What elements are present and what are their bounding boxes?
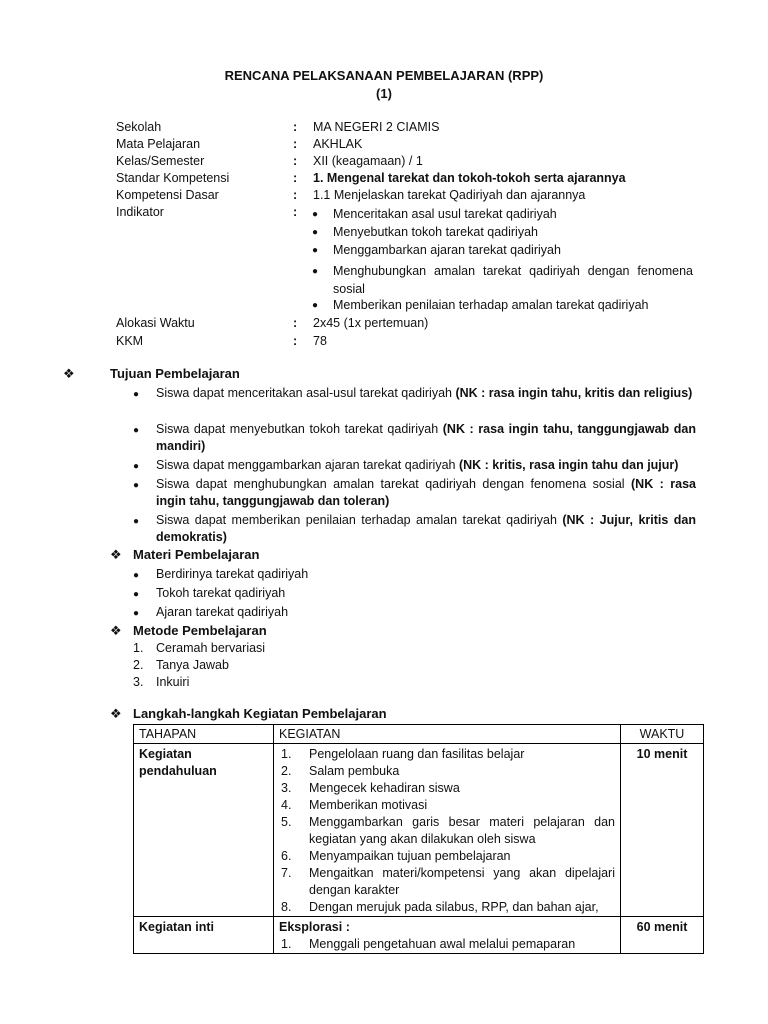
bullet-icon: ● xyxy=(312,209,319,220)
tujuan-item: Siswa dapat menggambarkan ajaran tarekat qadiriyah (NK : kritis, rasa ingin tahu dan jujur) xyxy=(156,458,679,472)
colon: : xyxy=(293,154,298,168)
time-cell xyxy=(621,917,704,954)
indikator-item: Menggambarkan ajaran tarekat qadiriyah xyxy=(333,243,561,257)
label-kkm: KKM xyxy=(116,334,144,348)
langkah-title: Langkah-langkah Kegiatan Pembelajaran xyxy=(133,706,387,721)
metode-title: Metode Pembelajaran xyxy=(133,623,267,638)
value-kompetensi-dasar: 1.1 Menjelaskan tarekat Qadiriyah dan ajarannya xyxy=(313,188,586,202)
label-standar-kompetensi: Standar Kompetensi xyxy=(116,171,230,185)
value-mata-pelajaran: AKHLAK xyxy=(313,137,363,151)
colon: : xyxy=(293,137,298,151)
indikator-item: Memberikan penilaian terhadap amalan tarekat qadiriyah xyxy=(333,298,649,312)
title-line-2: (1) xyxy=(376,86,392,101)
materi-item: Ajaran tarekat qadiriyah xyxy=(156,605,289,619)
colon: : xyxy=(293,120,298,134)
diamond-bullet-icon: ❖ xyxy=(110,623,122,638)
stage-cell xyxy=(134,744,274,917)
metode-item: Tanya Jawab xyxy=(156,658,229,672)
table-header-row xyxy=(134,725,704,744)
bullet-icon: ● xyxy=(133,608,140,619)
bullet-icon: ● xyxy=(133,516,140,527)
indikator-item: Menghubungkan amalan tarekat qadiriyah dengan fenomena sosial xyxy=(333,264,693,296)
diamond-bullet-icon: ❖ xyxy=(110,706,122,721)
label-mata-pelajaran: Mata Pelajaran xyxy=(116,137,201,151)
materi-item: Berdirinya tarekat qadiriyah xyxy=(156,567,309,581)
stage-pendahuluan: Kegiatan pendahuluan xyxy=(139,747,217,778)
activity-item: 5. Menggambarkan garis besar materi pelajaran dan kegiatan yang akan dilakukan oleh siswa xyxy=(281,815,615,846)
metode-number: 3. xyxy=(133,675,144,689)
stage-inti: Kegiatan inti xyxy=(139,920,215,934)
materi-title: Materi Pembelajaran xyxy=(133,547,260,562)
tujuan-item: Siswa dapat memberikan penilaian terhadap amalan tarekat qadiriyah (NK : Jujur, kritis dan demokratis) xyxy=(156,513,696,544)
indikator-item: Menceritakan asal usul tarekat qadiriyah xyxy=(333,207,557,221)
diamond-bullet-icon: ❖ xyxy=(63,366,75,381)
stage-cell xyxy=(134,917,274,954)
value-sekolah: MA NEGERI 2 CIAMIS xyxy=(313,120,440,134)
metode-number: 2. xyxy=(133,658,144,672)
diamond-bullet-icon: ❖ xyxy=(110,547,122,562)
bullet-icon: ● xyxy=(312,300,319,311)
time-pendahuluan: 10 menit xyxy=(636,747,688,761)
eksplorasi-heading: Eksplorasi : xyxy=(279,920,350,934)
tujuan-title: Tujuan Pembelajaran xyxy=(110,366,240,381)
colon: : xyxy=(293,171,298,185)
time-cell xyxy=(621,744,704,917)
activities-cell xyxy=(274,917,621,954)
indikator-item: Menyebutkan tokoh tarekat qadiriyah xyxy=(333,225,538,239)
metode-number: 1. xyxy=(133,641,144,655)
tujuan-item: Siswa dapat menghubungkan amalan tarekat qadiriyah dengan fenomena sosial (NK : rasa ingin tahu, tanggungjawab dan toleran) xyxy=(156,477,697,508)
value-alokasi-waktu: 2x45 (1x pertemuan) xyxy=(313,316,429,330)
tujuan-item: Siswa dapat menceritakan asal-usul tarekat qadiriyah (NK : rasa ingin tahu, kritis dan religius) xyxy=(156,386,693,400)
title-line-1: RENCANA PELAKSANAAN PEMBELAJARAN (RPP) xyxy=(224,68,544,83)
value-kkm: 78 xyxy=(313,334,327,348)
kegiatan-table xyxy=(133,724,704,954)
metode-item: Ceramah bervariasi xyxy=(156,641,266,655)
table-row xyxy=(134,917,704,954)
label-kelas-semester: Kelas/Semester xyxy=(116,154,205,168)
header-kegiatan: KEGIATAN xyxy=(274,725,621,744)
activity-item: 7. Mengaitkan materi/kompetensi yang akan dipelajari dengan karakter xyxy=(281,866,615,897)
activity-item: 8. Dengan merujuk pada silabus, RPP, dan bahan ajar, xyxy=(281,900,599,914)
tujuan-item: Siswa dapat menyebutkan tokoh tarekat qadiriyah (NK : rasa ingin tahu, tanggungjawab dan mandiri) xyxy=(156,422,696,453)
metode-item: Inkuiri xyxy=(156,675,190,689)
activity-item: 1. Pengelolaan ruang dan fasilitas belajar xyxy=(281,747,525,761)
value-kelas-semester: XII (keagamaan) / 1 xyxy=(313,154,423,168)
label-kompetensi-dasar: Kompetensi Dasar xyxy=(116,188,219,202)
colon: : xyxy=(293,316,298,330)
bullet-icon: ● xyxy=(133,389,140,400)
materi-item: Tokoh tarekat qadiriyah xyxy=(156,586,286,600)
header-waktu: WAKTU xyxy=(621,725,704,744)
activity-item: 1. Menggali pengetahuan awal melalui pemaparan xyxy=(281,937,576,951)
label-alokasi-waktu: Alokasi Waktu xyxy=(116,316,195,330)
activity-item: 6. Menyampaikan tujuan pembelajaran xyxy=(281,849,511,863)
colon: : xyxy=(293,205,298,219)
value-standar-kompetensi: 1. Mengenal tarekat dan tokoh-tokoh serta ajarannya xyxy=(313,171,626,185)
colon: : xyxy=(293,334,298,348)
header-tahapan: TAHAPAN xyxy=(134,725,274,744)
bullet-icon: ● xyxy=(312,245,319,256)
bullet-icon: ● xyxy=(133,461,140,472)
activity-item: 2. Salam pembuka xyxy=(281,764,400,778)
bullet-icon: ● xyxy=(312,227,319,238)
bullet-icon: ● xyxy=(133,570,140,581)
colon: : xyxy=(293,188,298,202)
activity-item: 3. Mengecek kehadiran siswa xyxy=(281,781,460,795)
bullet-icon: ● xyxy=(133,480,140,491)
table-row xyxy=(134,744,704,917)
label-sekolah: Sekolah xyxy=(116,120,162,134)
activities-cell xyxy=(274,744,621,917)
bullet-icon: ● xyxy=(133,589,140,600)
label-indikator: Indikator xyxy=(116,205,164,219)
activity-item: 4. Memberikan motivasi xyxy=(281,798,428,812)
time-inti: 60 menit xyxy=(636,920,688,934)
bullet-icon: ● xyxy=(312,266,319,277)
bullet-icon: ● xyxy=(133,425,140,436)
